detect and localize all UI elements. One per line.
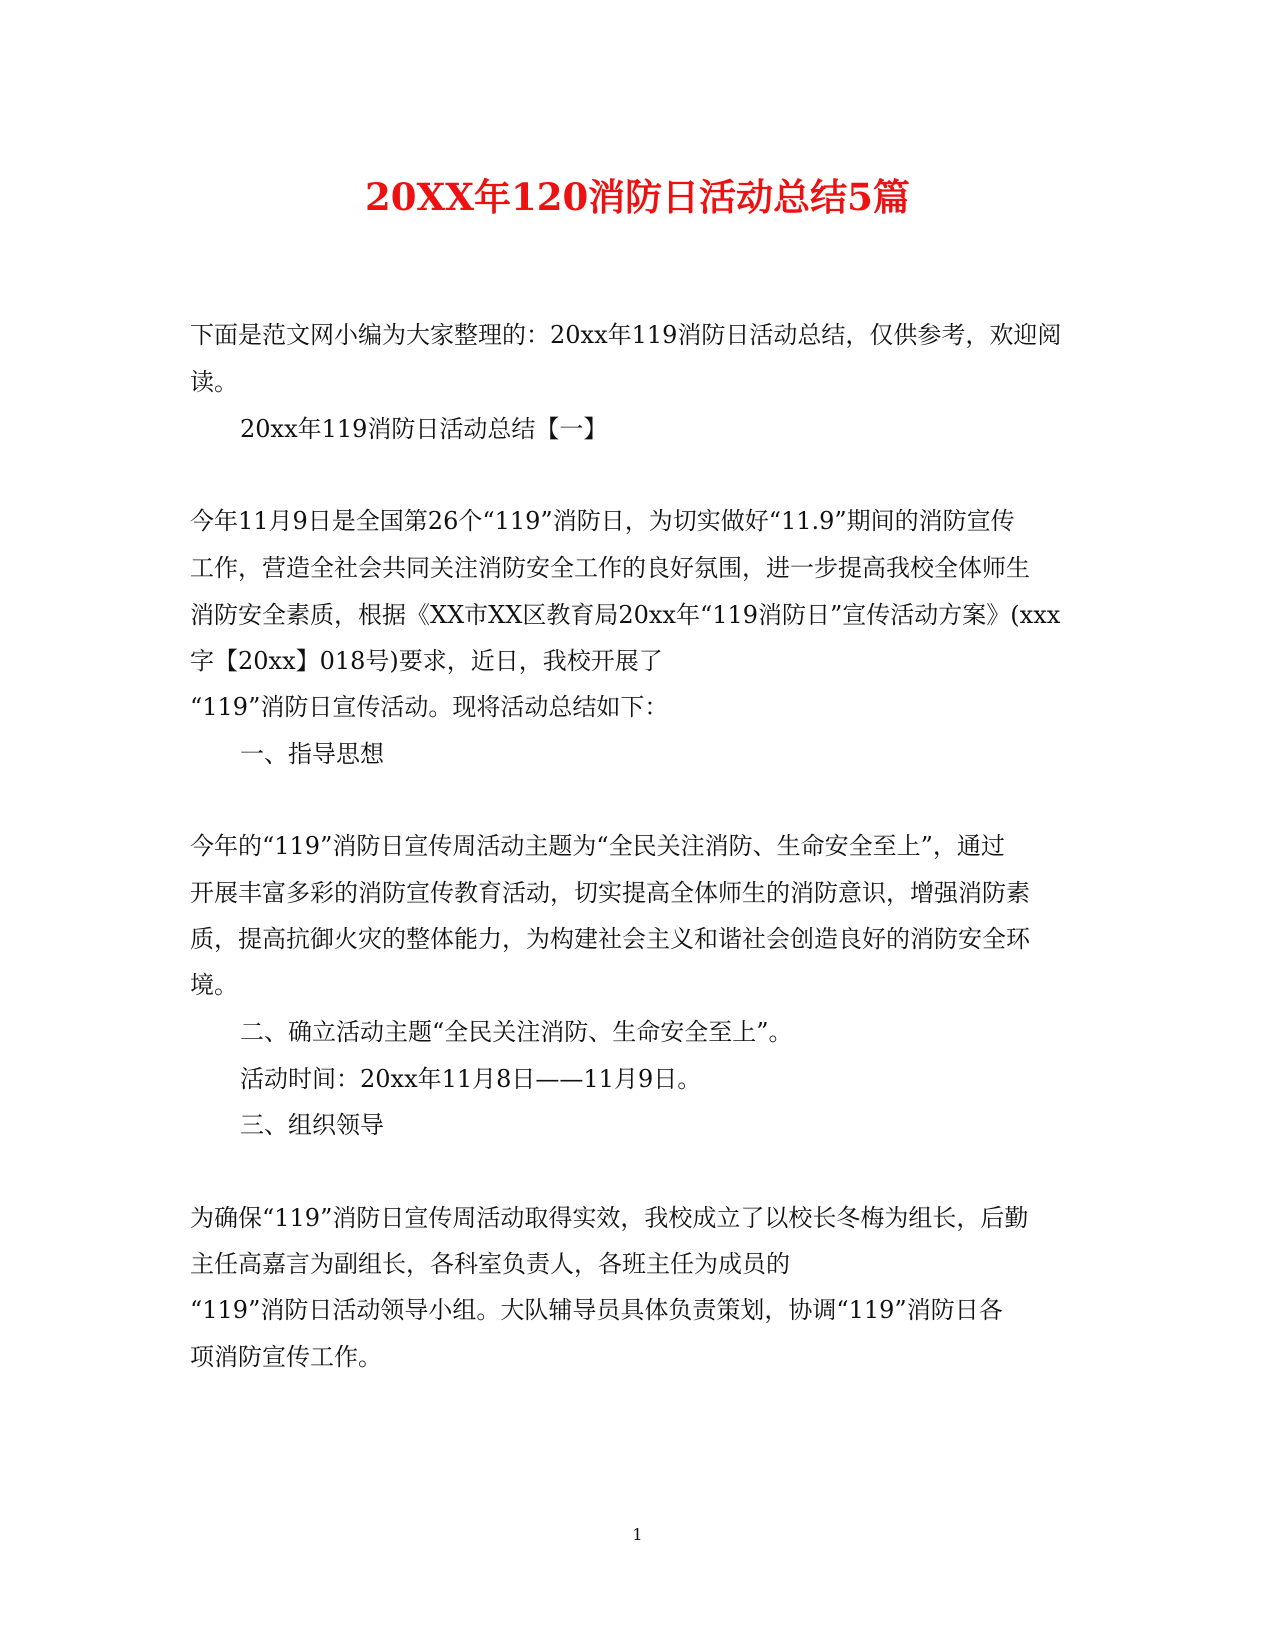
guiding-thought-heading: 一、指导思想	[240, 740, 384, 768]
paragraph-3-line-2: 主任高嘉言为副组长，各科室负责人，各班主任为成员的	[190, 1250, 790, 1278]
paragraph-1-line-2: 工作，营造全社会共同关注消防安全工作的良好氛围，进一步提高我校全体师生	[190, 554, 1030, 582]
paragraph-2-line-2: 开展丰富多彩的消防宣传教育活动，切实提高全体师生的消防意识，增强消防素	[190, 879, 1030, 907]
paragraph-1-line-5: “119”消防日宣传活动。现将活动总结如下：	[190, 693, 669, 721]
paragraph-3-line-3: “119”消防日活动领导小组。大队辅导员具体负责策划，协调“119”消防日各	[190, 1296, 1003, 1324]
intro-line-1: 下面是范文网小编为大家整理的：20xx年119消防日活动总结，仅供参考，欢迎阅	[190, 321, 1062, 349]
paragraph-1-line-3: 消防安全素质，根据《XX市XX区教育局20xx年“119消防日”宣传活动方案》(xxx	[190, 601, 1061, 629]
paragraph-1-line-4: 字【20xx】018号)要求，近日，我校开展了	[190, 647, 663, 675]
organization-heading: 三、组织领导	[240, 1111, 384, 1139]
page-number: 1	[632, 1525, 643, 1544]
paragraph-3-line-4: 项消防宣传工作。	[190, 1343, 382, 1371]
intro-line-2: 读。	[190, 368, 238, 396]
paragraph-2-line-3: 质，提高抗御火灾的整体能力，为构建社会主义和谐社会创造良好的消防安全环	[190, 925, 1030, 953]
paragraph-2-line-1: 今年的“119”消防日宣传周活动主题为“全民关注消防、生命安全至上”，通过	[190, 832, 1005, 860]
theme-heading: 二、确立活动主题“全民关注消防、生命安全至上”。	[240, 1018, 793, 1046]
paragraph-1-line-1: 今年11月9日是全国第26个“119”消防日，为切实做好“11.9”期间的消防宣传	[190, 507, 1015, 535]
document-title: 20XX年120消防日活动总结5篇	[365, 175, 910, 219]
paragraph-3-line-1: 为确保“119”消防日宣传周活动取得实效，我校成立了以校长冬梅为组长，后勤	[190, 1204, 1029, 1232]
activity-time: 活动时间：20xx年11月8日——11月9日。	[240, 1065, 702, 1093]
paragraph-2-line-4: 境。	[190, 971, 238, 999]
section-heading-1: 20xx年119消防日活动总结【一】	[240, 415, 608, 443]
